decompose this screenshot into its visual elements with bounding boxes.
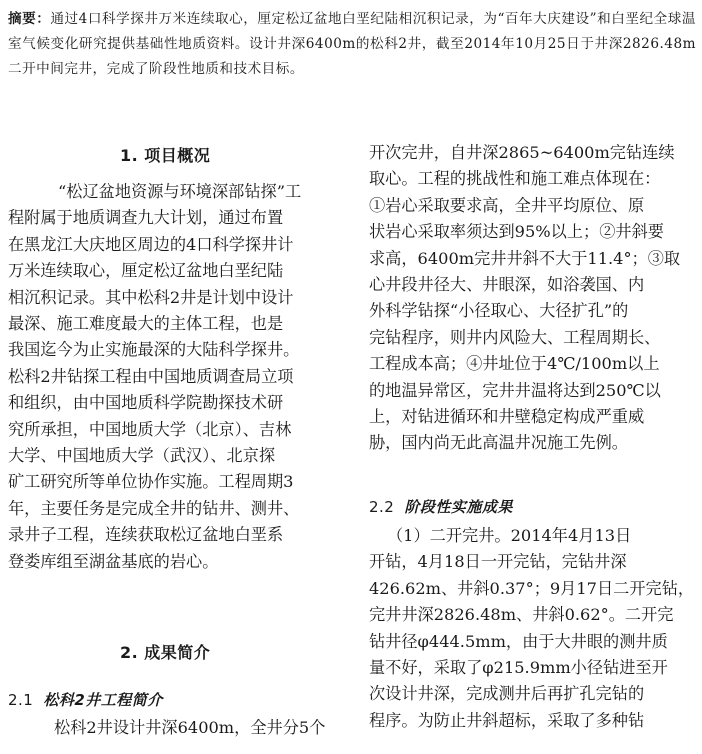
text-line: （1）二开完井。2014年4月13日	[387, 526, 632, 545]
abstract-label: 摘要：	[8, 11, 51, 27]
section-2-title: 2. 成果简介	[120, 643, 211, 662]
text-line: 工程成本高；④井址位于4℃/100m以上	[369, 354, 660, 374]
text-line: 程附属于地质调查九大计划，通过布置	[8, 208, 284, 228]
text-line: 上，对钻进循环和井壁稳定构成严重威	[369, 407, 645, 427]
text-line: 开次完井，自井深2865~6400m完钻连续	[369, 143, 675, 162]
text-line: 胁，国内尚无此高温井况施工先例。	[369, 433, 628, 453]
text-line: “松辽盆地资源与环境深部钻探”工	[58, 182, 302, 201]
text-line: 次设计井深，完成测井后再扩孔完钻的	[369, 684, 645, 704]
text-line: 状岩心采取率须达到95%以上；②井斜要	[369, 222, 664, 242]
text-line: 我国迄今为止实施最深的大陆科学探井。	[8, 340, 300, 360]
subsection-2-1-body	[8, 715, 350, 741]
text-line: 完钻程序，则井内风险大、工程周期长、	[369, 327, 661, 347]
subsection-title: 阶段性实施成果	[404, 498, 513, 516]
text-line: 完井井深2826.48m、井斜0.62°。二开完	[369, 605, 674, 625]
section-1-body	[8, 179, 350, 575]
text-line: 究所承担，中国地质大学（北京）、吉林	[8, 419, 292, 439]
text-line: 在黑龙江大庆地区周边的4口科学探井计	[8, 234, 294, 254]
section-1-title: 1. 项目概况	[120, 146, 211, 165]
text-line: 钻井径φ444.5mm，由于大井眼的测井质	[369, 631, 668, 651]
text-line: 426.62m、井斜0.37°；9月17日二开完钻，	[369, 578, 695, 598]
abstract	[8, 7, 696, 82]
text-line: 的地温异常区，完井井温将达到250℃以	[369, 380, 661, 400]
text-line: 取心。工程的挑战性和施工难点体现在：	[369, 169, 661, 189]
subsection-2-1-heading	[8, 689, 163, 710]
text-line: 最深、施工难度最大的主体工程，也是	[8, 314, 284, 334]
subsection-2-2-heading	[369, 496, 513, 517]
text-line: 年，主要任务是完成全井的钻井、测井、	[8, 498, 300, 518]
text-line: 万米连续取心，厘定松辽盆地白垩纪陆	[8, 261, 284, 281]
abstract-text: 通过4口科学探井万米连续取心，厘定松辽盆地白垩纪陆相沉积记录，为“百年大庆建设”和白垩纪全球温室气候变化研究提供基础性地质资料。设计井深6400m的松科2井，截至2014年10月25日于井深2826.48m二开中间完井，完成了阶段性地质和技术目标。	[8, 11, 697, 77]
text-line: 相沉积记录。其中松科2井是计划中设计	[8, 287, 294, 307]
text-line: ①岩心采取要求高，全井平均原位、原	[369, 195, 645, 215]
text-line: 和组织，由中国地质科学院勘探技术研	[8, 393, 284, 413]
right-column-body-b	[369, 523, 699, 734]
text-line: 心井段井径大、井眼深，如浴袭国、内	[369, 275, 645, 295]
text-line: 大学、中国地质大学（武汉）、北京探	[8, 446, 276, 466]
subsection-number: 2.1	[8, 691, 34, 709]
subsection-number: 2.2	[369, 498, 395, 516]
text-line: 矿工研究所等单位协作实施。工程周期3	[8, 472, 294, 492]
text-line: 录井子工程，连续获取松辽盆地白垩系	[8, 525, 284, 545]
right-column-body-a	[369, 140, 699, 457]
text-line: 登娄库组至湖盆基底的岩心。	[8, 551, 219, 571]
text-line: 外科学钻探“小径取心、大径扩孔”的	[369, 301, 629, 321]
text-line: 求高，6400m完井井斜不大于11.4°；③取	[369, 248, 681, 268]
text-line: 开钻，4月18日一开完钻，完钻井深	[369, 552, 627, 572]
text-line: 量不好，采取了φ215.9mm小径钻进至开	[369, 658, 668, 678]
text-line: 松科2井设计井深6400m，全井分5个	[54, 718, 326, 737]
subsection-title: 松科2井工程简介	[43, 691, 163, 709]
text-line: 程序。为防止井斜超标，采取了多种钻	[369, 710, 645, 730]
text-line: 松科2井钻探工程由中国地质调查局立项	[8, 366, 294, 386]
